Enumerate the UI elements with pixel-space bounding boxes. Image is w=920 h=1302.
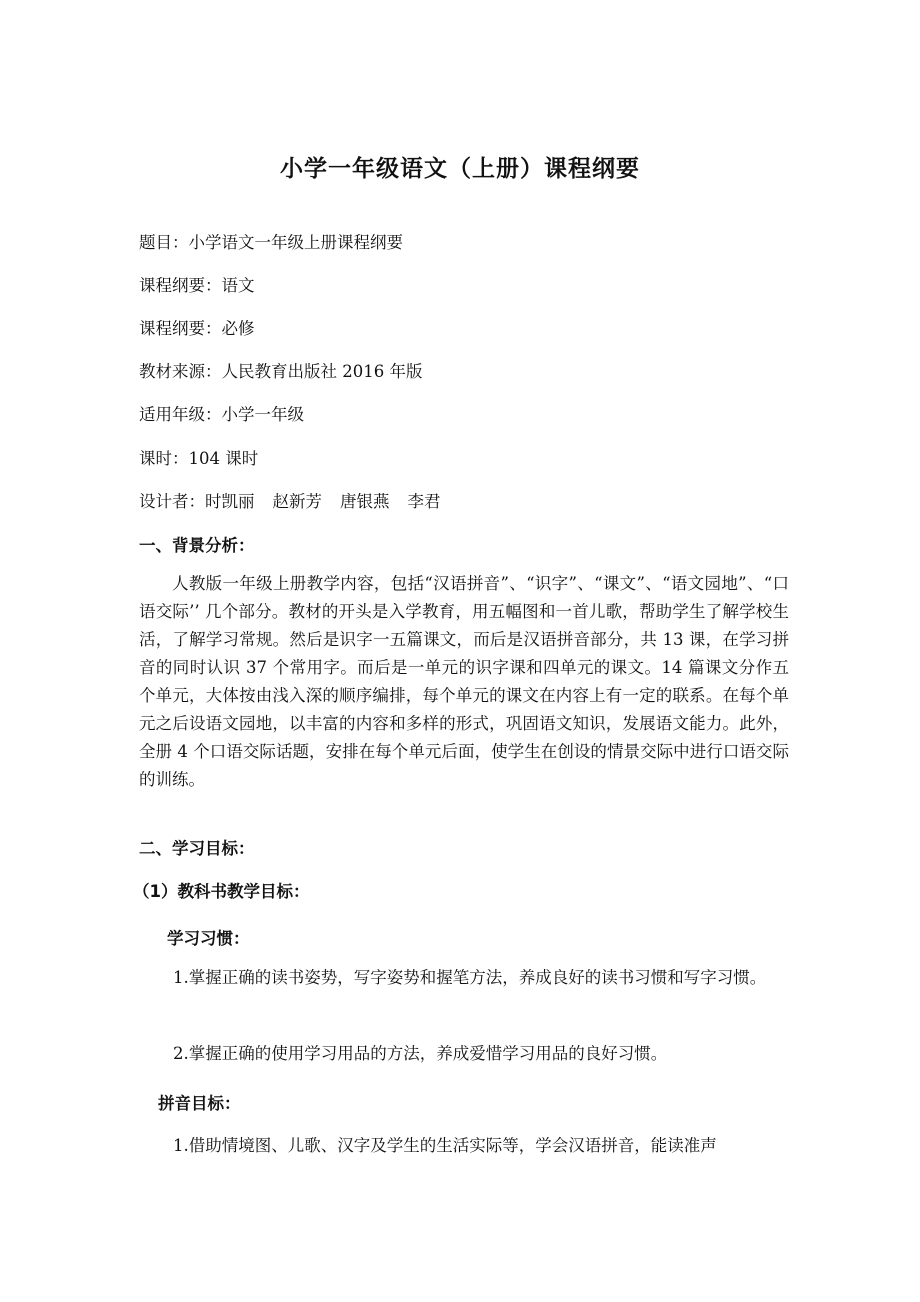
subheading-pinyin-goals: 拼音目标： <box>158 1094 241 1113</box>
subheading-study-habits: 学习习惯： <box>167 929 250 948</box>
meta-outline-type: 课程纲要：必修 <box>139 319 255 338</box>
list-item: 1.借助情境图、儿歌、汉字及学生的生活实际等，学会汉语拼音，能读准声 <box>173 1136 717 1155</box>
designer-name: 时凯丽 <box>205 492 255 511</box>
background-paragraph: 人教版一年级上册教学内容，包括“汉语拼音”、“识字”、“课文”、“语文园地”、“口语交际’’ 几个部分。教材的开头是入学教育，用五幅图和一首儿歌，帮助学生了解学校生活，了解学习常规。然后是识字一五篇课文，而后是汉语拼音部分，共 13 课，在学习拼音的同时认识 37 个常用字。而后是一单元的识字课和四单元的课文。14 篇课文分作五个单元，大体按由浅入深的顺序编排，每个单元的课文在内容上有一定的联系。在每个单元之后设语文园地，以丰富的内容和多样的形式，巩固语文知识，发展语文能力。此外，全册 4 个口语交际话题，安排在每个单元后面，使学生在创设的情景交际中进行口语交际的训练。 <box>139 574 789 789</box>
section-heading-goals: 二、学习目标： <box>139 839 255 858</box>
subheading-textbook-goals: （1）教科书教学目标： <box>133 882 310 901</box>
designer-name: 唐银燕 <box>340 492 390 511</box>
list-item: 1.掌握正确的读书姿势，写字姿势和握笔方法，养成良好的读书习惯和写字习惯。 <box>173 968 767 987</box>
meta-textbook-source: 教材来源：人民教育出版社 2016 年版 <box>139 362 423 381</box>
meta-grade: 适用年级：小学一年级 <box>139 405 304 424</box>
meta-hours: 课时：104 课时 <box>139 449 259 468</box>
designer-name: 赵新芳 <box>272 492 322 511</box>
list-item: 2.掌握正确的使用学习用品的方法，养成爱惜学习用品的良好习惯。 <box>173 1044 668 1063</box>
meta-outline-subject: 课程纲要：语文 <box>139 276 255 295</box>
page-title: 小学一年级语文（上册）课程纲要 <box>280 156 640 182</box>
designers-label: 设计者： <box>139 492 205 511</box>
meta-designers <box>139 488 459 512</box>
designer-name: 李君 <box>407 492 441 511</box>
meta-topic: 题目：小学语文一年级上册课程纲要 <box>139 233 403 252</box>
section-heading-background: 一、背景分析： <box>139 536 255 555</box>
